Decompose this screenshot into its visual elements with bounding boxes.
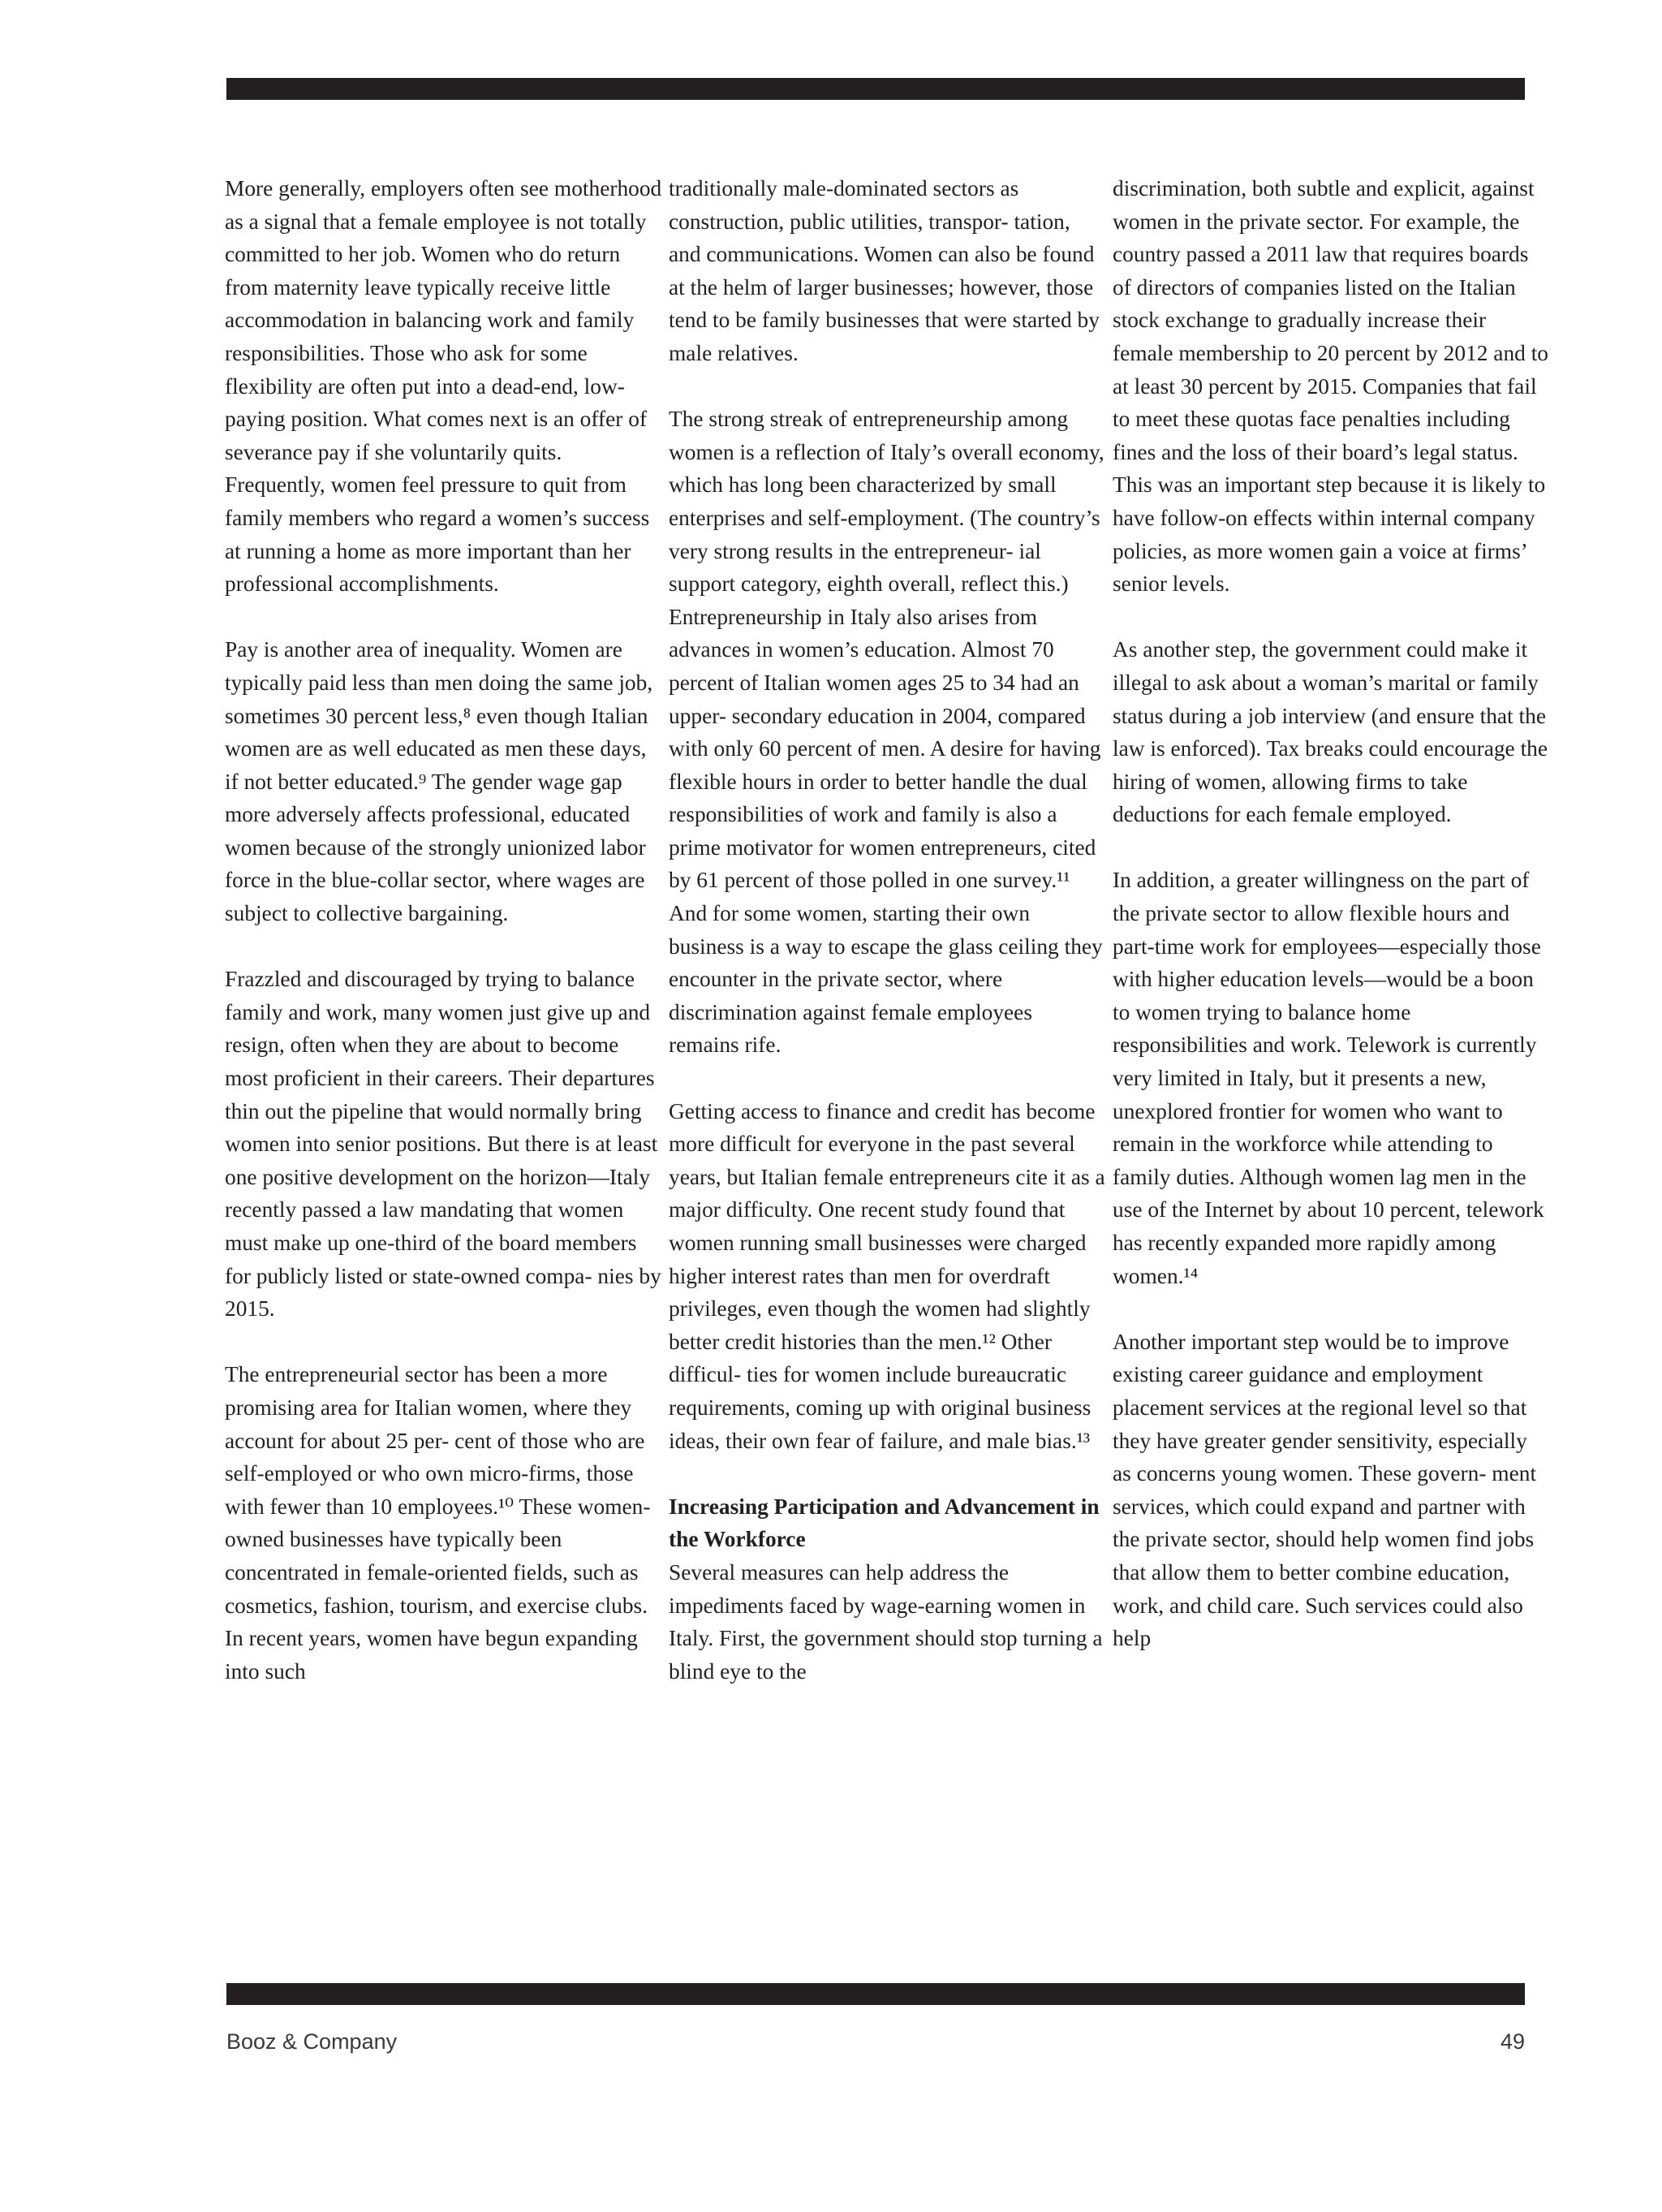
paragraph: Pay is another area of inequality. Women are typically paid less than men doing the same job, sometimes 30 percent less,⁸ even though Italian women are as well educated as men these days, if not better educated.⁹ The gender wage gap more adversely affects professional, educated women because of the strongly unionized labor force in the blue-collar sector, where wages are subject to collective bargaining.: [225, 637, 653, 926]
paragraph: Another important step would be to improve existing career guidance and employment placement services at the regional level so that they have greater gender sensitivity, especially as concerns young women. These govern- ment services, which could expand and partner with the private sector, should help women find jobs that allow them to better combine education, work, and child care. Such services could also help: [1113, 1329, 1537, 1651]
paragraph: The entrepreneurial sector has been a more promising area for Italian women, where they account for about 25 per- cent of those who are self-employed or who own micro-firms, those with fewer than 10 employees.¹⁰ These women- owned businesses have typically been concentrated in female-oriented fields, such as cosmetics, fashion, tourism, and exercise clubs. In recent years, women have begun expanding into such: [225, 1362, 651, 1684]
text-column-3: [1113, 172, 1551, 1655]
bottom-rule: [226, 1983, 1525, 2005]
paragraph: The strong streak of entrepreneurship among women is a reflection of Italy’s overall economy, which has long been characterized by small enterprises and self-employment. (The country’s very strong results in the entrepreneur- ial support category, eighth overall, reflect this.) Entrepreneurship in Italy also arises from advances in women’s education. Almost 70 percent of Italian women ages 25 to 34 had an upper- secondary education in 2004, compared with only 60 percent of men. A desire for having flexible hours in order to better handle the dual responsibilities of work and family is also a prime motivator for women entrepreneurs, cited by 61 percent of those polled in one survey.¹¹ And for some women, starting their own business is a way to escape the glass ceiling they encounter in the private sector, where discrimination against female employees remains rife.: [669, 407, 1104, 1058]
footer-company: Booz & Company: [226, 2029, 398, 2054]
paragraph: As another step, the government could make it illegal to ask about a woman’s marital or family status during a job interview (and ensure that the law is enforced). Tax breaks could encourage the hiring of women, allowing firms to take deductions for each female employed.: [1113, 637, 1548, 827]
text-column-1: [225, 172, 663, 1688]
section-heading: Increasing Participation and Advancement in the Workforce: [669, 1494, 1100, 1552]
page-number: 49: [1500, 2029, 1525, 2054]
paragraph: Several measures can help address the impediments faced by wage-earning women in Italy. First, the government should stop turning a blind eye to the: [669, 1559, 1103, 1684]
paragraph: In addition, a greater willingness on the part of the private sector to allow flexible hours and part-time work for employees—especially those with higher education levels—would be a boon to women trying to balance home responsibilities and work. Telework is currently very limited in Italy, but it presents a new, unexplored frontier for women who want to remain in the workforce while attending to family duties. Although women lag men in the use of the Internet by about 10 percent, telework has recently expanded more rapidly among women.¹⁴: [1113, 868, 1544, 1288]
paragraph: Getting access to finance and credit has become more difficult for everyone in the past several years, but Italian female entrepreneurs cite it as a major difficulty. One recent study found that women running small businesses were charged higher interest rates than men for overdraft privileges, even though the women had slightly better credit histories than the men.¹² Other difficul- ties for women include bureaucratic requirements, coming up with original business ideas, their own fear of failure, and male bias.¹³: [669, 1098, 1105, 1453]
top-rule: [226, 78, 1525, 100]
paragraph: discrimination, both subtle and explicit, against women in the private sector. For example, the country passed a 2011 law that requires boards of directors of companies listed on the Italian stock exchange to gradually increase their female membership to 20 percent by 2012 and to at least 30 percent by 2015. Companies that fail to meet these quotas face penalties including fines and the loss of their board’s legal status. This was an important step because it is likely to have follow-on effects within internal company policies, as more women gain a voice at firms’ senior levels.: [1113, 176, 1549, 597]
text-column-2: [669, 172, 1107, 1688]
paragraph: traditionally male-dominated sectors as construction, public utilities, transpor- tation, and communications. Women can also be found at the helm of larger businesses; however, those tend to be family businesses that were started by male relatives.: [669, 176, 1100, 365]
paragraph: More generally, employers often see motherhood as a signal that a female employee is not totally committed to her job. Women who do return from maternity leave typically receive little accommodation in balancing work and family responsibilities. Those who ask for some flexibility are often put into a dead-end, low-paying position. What comes next is an offer of severance pay if she voluntarily quits. Frequently, women feel pressure to quit from family members who regard a women’s success at running a home as more important than her professional accomplishments.: [225, 176, 662, 597]
paragraph: Frazzled and discouraged by trying to balance family and work, many women just give up and resign, often when they are about to become most proficient in their careers. Their departures thin out the pipeline that would normally bring women into senior positions. But there is at least one positive development on the horizon—Italy recently passed a law mandating that women must make up one-third of the board members for publicly listed or state-owned compa- nies by 2015.: [225, 967, 661, 1322]
